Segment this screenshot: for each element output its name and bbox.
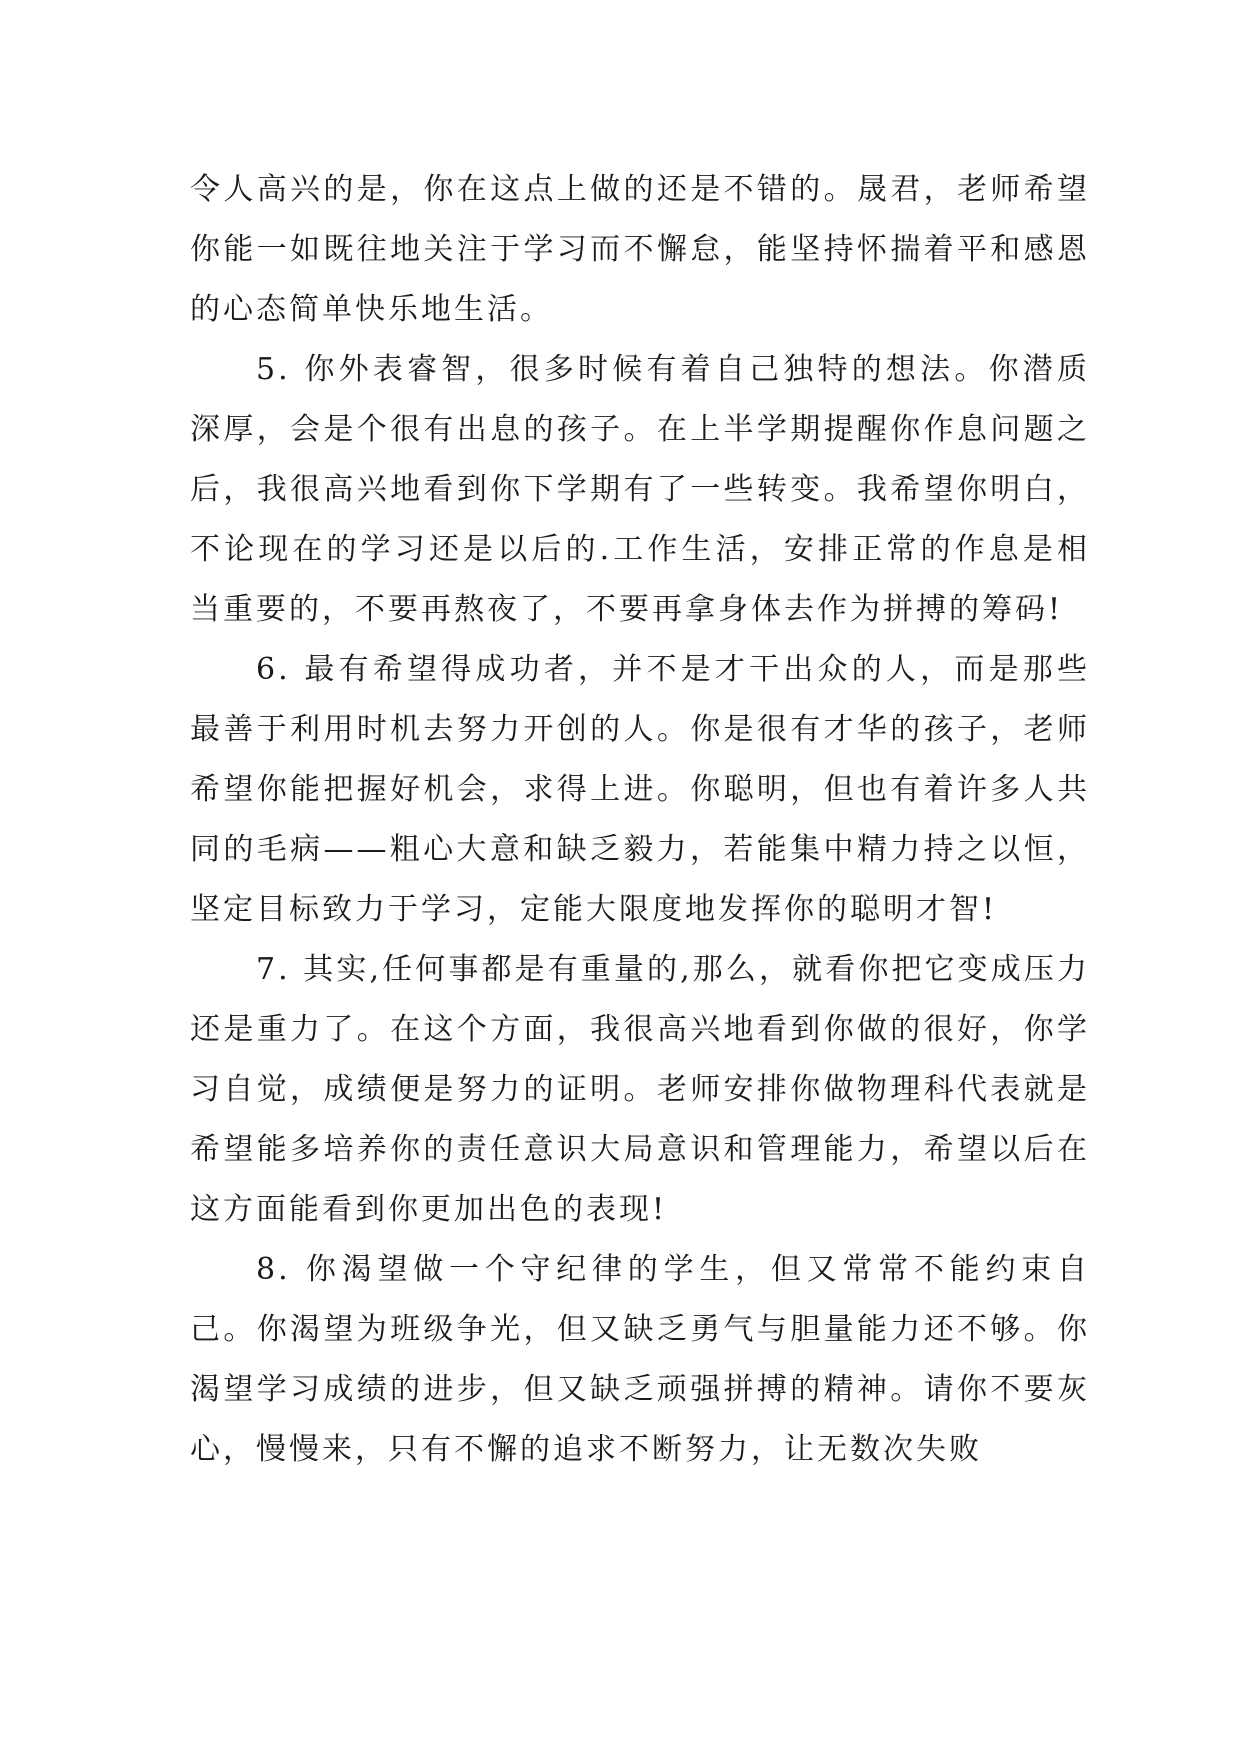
paragraph-item-5: 5. 你外表睿智，很多时候有着自己独特的想法。你潜质深厚，会是个很有出息的孩子。在上半学期提醒你作息问题之后，我很高兴地看到你下学期有了一些转变。我希望你明白，不论现在的学习还是以后的.工作生活，安排正常的作息是相当重要的，不要再熬夜了，不要再拿身体去作为拼搏的筹码! — [190, 352, 1090, 627]
document-body — [190, 160, 1090, 1480]
paragraph-continuation: 令人高兴的是，你在这点上做的还是不错的。晟君，老师希望你能一如既往地关注于学习而不懈怠，能坚持怀揣着平和感恩的心态简单快乐地生活。 — [190, 172, 1090, 327]
paragraph-item-6: 6. 最有希望得成功者，并不是才干出众的人，而是那些最善于利用时机去努力开创的人。你是很有才华的孩子，老师希望你能把握好机会，求得上进。你聪明，但也有着许多人共同的毛病——粗心大意和缺乏毅力，若能集中精力持之以恒，坚定目标致力于学习，定能大限度地发挥你的聪明才智! — [190, 652, 1090, 927]
paragraph-item-8: 8. 你渴望做一个守纪律的学生，但又常常不能约束自己。你渴望为班级争光，但又缺乏勇气与胆量能力还不够。你渴望学习成绩的进步，但又缺乏顽强拼搏的精神。请你不要灰心，慢慢来，只有不懈的追求不断努力，让无数次失败 — [190, 1252, 1090, 1467]
paragraph-item-7: 7. 其实,任何事都是有重量的,那么，就看你把它变成压力还是重力了。在这个方面，我很高兴地看到你做的很好，你学习自觉，成绩便是努力的证明。老师安排你做物理科代表就是希望能多培养你的责任意识大局意识和管理能力，希望以后在这方面能看到你更加出色的表现! — [190, 952, 1090, 1227]
